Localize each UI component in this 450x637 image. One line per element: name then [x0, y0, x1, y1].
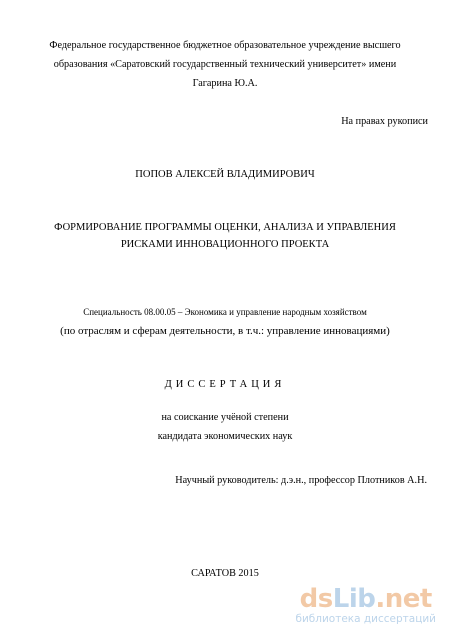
- thesis-title-line-2: РИСКАМИ ИННОВАЦИОННОГО ПРОЕКТА: [120, 239, 330, 250]
- dslib-logo: [295, 586, 436, 612]
- city-year: САРАТОВ 2015: [191, 568, 259, 579]
- document-type: ДИССЕРТАЦИЯ: [164, 379, 286, 390]
- author-name: ПОПОВ АЛЕКСЕЙ ВЛАДИМИРОВИЧ: [135, 169, 315, 180]
- degree-line-1: на соискание учёной степени: [161, 412, 289, 423]
- institution-line-2: образования «Саратовский государственный технический университет» имени: [53, 59, 397, 70]
- watermark-subtitle: библиотека диссертаций: [295, 613, 436, 625]
- rights-note: На правах рукописи: [341, 116, 428, 127]
- institution-line-1: Федеральное государственное бюджетное образовательное учреждение высшего: [49, 40, 401, 51]
- dslib-watermark: [295, 586, 436, 625]
- logo-part-ds: ds: [299, 584, 333, 614]
- thesis-title-line-1: ФОРМИРОВАНИЕ ПРОГРАММЫ ОЦЕНКИ, АНАЛИЗА И УПРАВЛЕНИЯ: [54, 222, 396, 233]
- scientific-advisor: Научный руководитель: д.э.н., профессор Плотников А.Н.: [175, 475, 427, 486]
- institution-line-3: Гагарина Ю.А.: [192, 78, 258, 89]
- logo-part-lib: Lib: [332, 584, 376, 614]
- specialty-subline: (по отраслям и сферам деятельности, в т.ч.: управление инновациями): [60, 325, 390, 337]
- logo-part-net: .net: [375, 584, 432, 614]
- degree-line-2: кандидата экономических наук: [157, 431, 293, 442]
- specialty-line: Специальность 08.00.05 – Экономика и управление народным хозяйством: [83, 307, 367, 317]
